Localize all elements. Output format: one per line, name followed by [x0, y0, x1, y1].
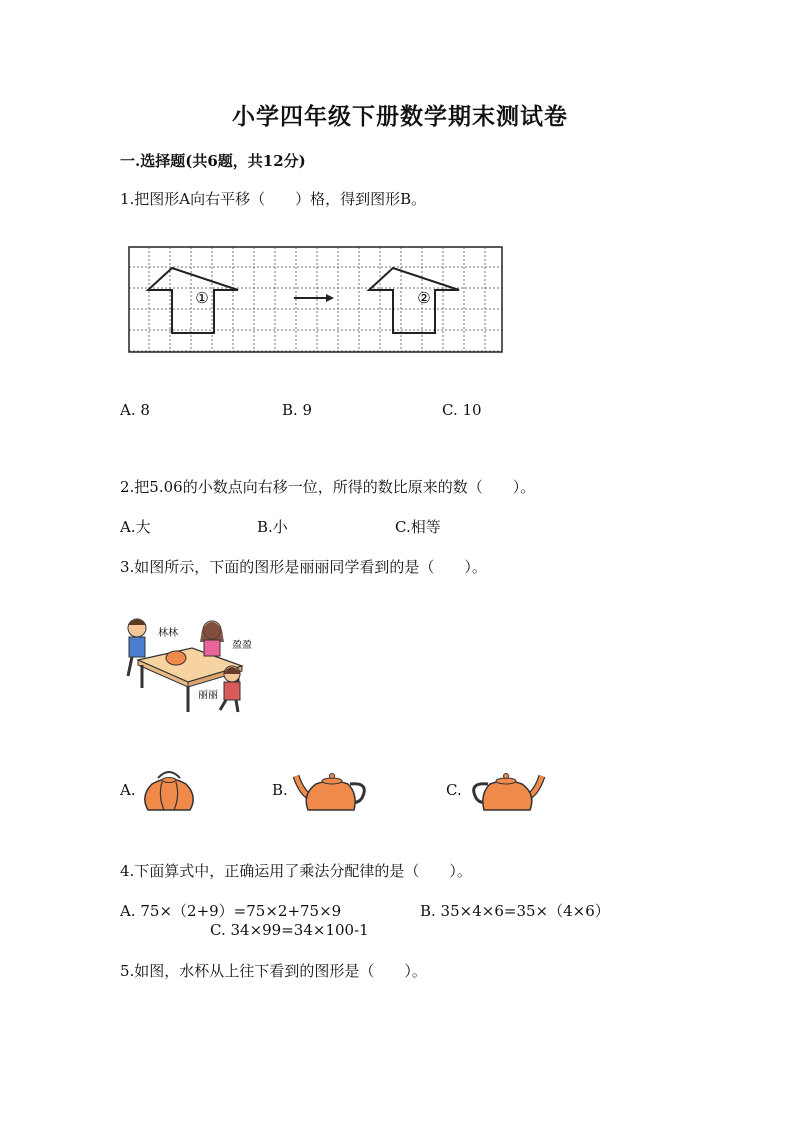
question-1-text: 1.把图形A向右平移（ ）格，得到图形B。 — [120, 190, 427, 208]
q4-option-b[interactable]: B. 35×4×6=35×（4×6） — [420, 902, 610, 920]
q4-option-c[interactable]: C. 34×99=34×100-1 — [210, 921, 369, 939]
table-scene-illustration — [122, 608, 262, 718]
teapot-on-table — [166, 651, 186, 665]
q2-option-b[interactable]: B.小 — [257, 518, 288, 536]
q4-option-a[interactable]: A. 75×（2+9）=75×2+75×9 — [120, 902, 342, 920]
boy-body — [129, 637, 145, 657]
q3-option-a[interactable]: A. — [120, 781, 136, 799]
teapot-side-view-spout-right — [466, 768, 546, 814]
teapot-front-view — [140, 766, 198, 814]
small-girl-leg — [220, 700, 226, 710]
page-title: 小学四年级下册数学期末测试卷 — [232, 103, 568, 130]
small-girl-body — [224, 682, 240, 700]
translation-arrow-head — [326, 294, 334, 302]
boy-leg — [128, 657, 132, 676]
q2-option-a[interactable]: A.大 — [120, 518, 151, 536]
q3-option-c[interactable]: C. — [446, 781, 462, 799]
q3-option-b[interactable]: B. — [272, 781, 288, 799]
girl-body — [204, 640, 220, 656]
question-4-text: 4.下面算式中，正确运用了乘法分配律的是（ ）。 — [120, 862, 472, 880]
name-yingying: 盈盈 — [232, 640, 252, 651]
boy-hair — [128, 620, 146, 626]
grid-lines — [129, 247, 502, 352]
arrow-shape-a — [148, 268, 238, 333]
name-linlin: 林林 — [158, 628, 178, 639]
q1-option-c[interactable]: C. 10 — [442, 401, 482, 419]
q2-option-c[interactable]: C.相等 — [395, 518, 441, 536]
q1-option-b[interactable]: B. 9 — [282, 401, 313, 419]
grid-figure — [128, 246, 504, 354]
small-girl-leg — [236, 700, 238, 712]
arrow-shape-b — [369, 268, 459, 333]
name-lili: 丽丽 — [198, 690, 218, 701]
girl-hair — [200, 622, 224, 642]
q1-option-a[interactable]: A. 8 — [120, 401, 150, 419]
shape-b-label: ② — [417, 289, 431, 307]
grid-border — [129, 247, 502, 352]
teapot-side-view-spout-left — [292, 768, 372, 814]
question-2-text: 2.把5.06的小数点向右移一位，所得的数比原来的数（ ）。 — [120, 478, 536, 496]
question-5-text: 5.如图，水杯从上往下看到的图形是（ ）。 — [120, 962, 427, 980]
shape-a-label: ① — [195, 289, 209, 307]
question-3-text: 3.如图所示，下面的图形是丽丽同学看到的是（ ）。 — [120, 558, 487, 576]
section-heading: 一.选择题(共6题，共12分) — [120, 152, 306, 170]
